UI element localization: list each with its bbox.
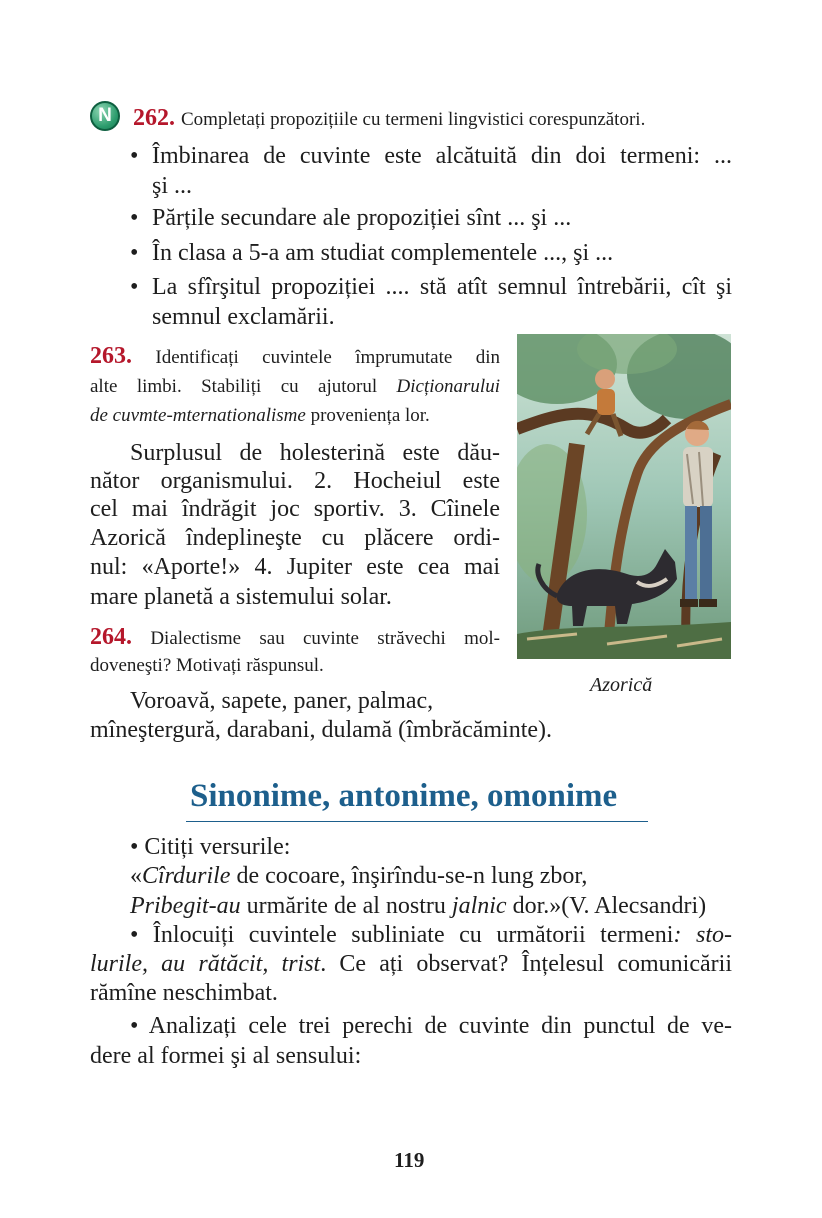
- paragraph-line: • Citiți versurile:: [130, 834, 291, 860]
- underlined-word: Cîrdurile: [142, 863, 231, 889]
- paragraph-line: rămîne neschimbat.: [90, 980, 278, 1006]
- verse-text: de cocoare, înşirîndu-se-n lung zbor,: [230, 863, 588, 889]
- exercise-number: 264.: [90, 624, 132, 650]
- text-line: Voroavă, sapete, paner, palmac,: [130, 688, 434, 714]
- text-line: Surplusul de holesterină este dău-: [130, 440, 500, 466]
- bullet-icon: •: [130, 205, 139, 231]
- exercise-263-instruction-line: [90, 343, 500, 371]
- illustration-caption: Azorică: [590, 674, 653, 696]
- exercise-264-instruction-line: [90, 624, 500, 652]
- verse-text: dor.»(V. Alecsandri): [506, 893, 707, 919]
- text-line: mare planetă a sistemului solar.: [90, 584, 392, 610]
- underlined-word: jalnic: [451, 893, 507, 919]
- text-line: nul: «Aporte!» 4. Jupiter este cea mai: [90, 554, 500, 580]
- replacement-terms: lurile, au rătăcit, trist: [90, 951, 321, 977]
- text-line: mîneştergură, darabani, dulamă (îmbrăcăminte).: [90, 717, 553, 743]
- child-figure: [595, 369, 615, 389]
- exercise-number: 263.: [90, 343, 132, 369]
- exercise-263-instruction-line: [90, 403, 430, 429]
- text-line: Azorică îndeplineşte cu plăcere ordi-: [90, 525, 500, 551]
- new-exercise-badge: N: [90, 101, 120, 131]
- list-item-line: şi ...: [152, 173, 193, 199]
- verse-text: urmărite de al nostru: [240, 893, 452, 919]
- azorica-illustration: [517, 334, 731, 659]
- paragraph-text: • Înlocuiți cuvintele subliniate cu următorii termeni: [130, 922, 674, 948]
- bullet-icon: •: [130, 240, 139, 266]
- instruction-text: Dialectisme sau cuvinte străvechi mol-: [150, 628, 500, 649]
- paragraph-line: dere al formei şi al sensului:: [90, 1043, 362, 1069]
- verse-line: [130, 861, 587, 891]
- text-line: cel mai îndrăgit joc sportiv. 3. Cîinele: [90, 496, 500, 522]
- underlined-word: Pribegit-au: [130, 893, 241, 919]
- paragraph-line: [130, 920, 732, 950]
- instruction-text: Identificați cuvintele împrumutate din: [155, 347, 501, 368]
- list-item-line: semnul exclamării.: [152, 304, 335, 330]
- instruction-text: proveniența lor.: [305, 405, 430, 426]
- verse-text: «: [130, 863, 142, 889]
- dictionary-title: Dicționarului: [396, 376, 500, 397]
- verse-line: [130, 891, 706, 921]
- exercise-263-instruction-line: [90, 374, 500, 400]
- text-line: nător organismului. 2. Hocheiul este: [90, 468, 500, 494]
- exercise-262-header: [133, 103, 645, 133]
- list-item-line: Părțile secundare ale propoziției sînt ... şi ...: [152, 205, 572, 231]
- paragraph-text: . Ce ați observat? Înțelesul comunicării: [320, 951, 732, 977]
- exercise-number: 262.: [133, 105, 175, 131]
- section-title: Sinonime, antonime, omonime: [190, 778, 618, 814]
- exercise-instruction: Completați propozițiile cu termeni lingvistici corespunzători.: [181, 109, 646, 130]
- exercise-264-instruction-line: doveneşti? Motivați răspunsul.: [90, 655, 324, 676]
- list-item-line: Îmbinarea de cuvinte este alcătuită din doi termeni: ...: [152, 143, 732, 169]
- paragraph-line: [90, 949, 732, 979]
- list-item-line: În clasa a 5-a am studiat complementele ..., şi ...: [152, 240, 614, 266]
- replacement-terms: : sto-: [673, 922, 732, 948]
- list-item-line: La sfîrşitul propoziției .... stă atît semnul întrebării, cît şi: [152, 274, 732, 300]
- dictionary-title: de cuvmte-mternationalisme: [90, 405, 306, 426]
- instruction-text: alte limbi. Stabiliți cu ajutorul: [90, 376, 397, 397]
- title-underline: [186, 821, 648, 822]
- bullet-icon: •: [130, 274, 139, 300]
- paragraph-line: • Analizați cele trei perechi de cuvinte din punctul de ve-: [130, 1013, 732, 1039]
- page-number: 119: [394, 1148, 425, 1172]
- bullet-icon: •: [130, 143, 139, 169]
